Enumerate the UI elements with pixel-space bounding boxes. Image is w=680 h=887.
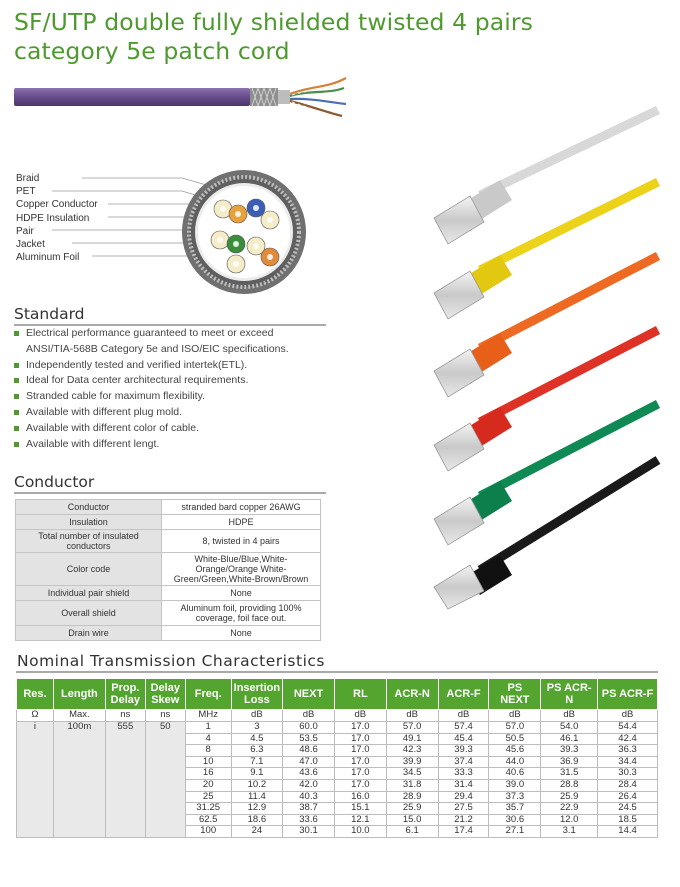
table-cell: 43.6 [283, 768, 335, 780]
table-cell: 24.5 [598, 803, 658, 815]
table-cell: 4 [185, 733, 231, 745]
col-header: Length [53, 679, 105, 710]
conductor-value: None [162, 586, 321, 601]
unit-cell: dB [334, 710, 386, 722]
table-cell: 17.0 [334, 722, 386, 734]
table-cell: 17.0 [334, 756, 386, 768]
label-braid: Braid [16, 173, 40, 184]
table-cell: 28.8 [541, 779, 598, 791]
table-row [16, 553, 321, 586]
patch-cords-image [420, 100, 670, 610]
table-cell: 38.7 [283, 803, 335, 815]
bullet-item-continuation: ANSI/TIA-568B Category 5e and ISO/EIC specifications. [26, 342, 289, 355]
table-cell: 40.6 [489, 768, 541, 780]
cord-black [434, 460, 658, 609]
label-copper-conductor: Copper Conductor [16, 199, 98, 211]
table-cell: 25.9 [386, 803, 438, 815]
label-aluminum-foil: Aluminum Foil [16, 252, 80, 264]
conductor-table [15, 499, 321, 641]
table-cell: 10.2 [231, 779, 282, 791]
table-cell: 17.0 [334, 779, 386, 791]
unit-cell: ns [145, 710, 185, 722]
table-cell: 18.6 [231, 814, 282, 826]
table-cell: 17.4 [438, 826, 489, 838]
table-cell: 57.0 [386, 722, 438, 734]
table-cell: 39.9 [386, 756, 438, 768]
table-cell: 34.4 [598, 756, 658, 768]
unit-cell: dB [541, 710, 598, 722]
bullet-item: Independently tested and verified intertek(ETL). [14, 358, 334, 374]
table-cell: 48.6 [283, 745, 335, 757]
table-cell: 47.0 [283, 756, 335, 768]
col-header: PS ACR-N [541, 679, 598, 710]
conductor-key: Individual pair shield [16, 586, 162, 601]
bullet-square-icon [14, 363, 19, 368]
table-cell: 36.9 [541, 756, 598, 768]
table-cell: 100 [185, 826, 231, 838]
col-header: Delay Skew [145, 679, 185, 710]
unit-cell: dB [489, 710, 541, 722]
table-cell: 14.4 [598, 826, 658, 838]
unit-cell: dB [283, 710, 335, 722]
table-cell: 22.9 [541, 803, 598, 815]
table-cell: 30.3 [598, 768, 658, 780]
table-cell: 50.5 [489, 733, 541, 745]
bullet-square-icon [14, 331, 19, 336]
table-cell: 10.0 [334, 826, 386, 838]
conductor-value: stranded bard copper 26AWG [162, 500, 321, 515]
title-line-2: category 5e patch cord [14, 37, 290, 65]
col-header: Prop. Delay [105, 679, 145, 710]
cable-cross-section-diagram [12, 160, 322, 300]
conductor-key: Color code [16, 553, 162, 586]
table-cell: 17.0 [334, 745, 386, 757]
table-cell: 15.1 [334, 803, 386, 815]
table-cell: 15.0 [386, 814, 438, 826]
table-cell: 12.9 [231, 803, 282, 815]
table-cell: 25 [185, 791, 231, 803]
bullet-square-icon [14, 410, 19, 415]
conductor-key: Drain wire [16, 626, 162, 641]
table-cell: 34.5 [386, 768, 438, 780]
table-cell: 18.5 [598, 814, 658, 826]
table-cell: 30.6 [489, 814, 541, 826]
table-cell: 8 [185, 745, 231, 757]
table-cell: 30.1 [283, 826, 335, 838]
table-row [16, 515, 321, 530]
table-cell: 16 [185, 768, 231, 780]
table-header-row [17, 679, 658, 710]
col-header: ACR-N [386, 679, 438, 710]
table-cell: 10 [185, 756, 231, 768]
conductor-value: Aluminum foil, providing 100% coverage, foil face out. [162, 601, 321, 626]
table-cell: 60.0 [283, 722, 335, 734]
table-cell: 45.6 [489, 745, 541, 757]
table-cell: 27.5 [438, 803, 489, 815]
table-cell: 49.1 [386, 733, 438, 745]
title-line-1: SF/UTP double fully shielded twisted 4 pairs [14, 8, 533, 36]
table-cell: 3 [231, 722, 282, 734]
table-cell: 6.3 [231, 745, 282, 757]
table-cell: 57.4 [438, 722, 489, 734]
standard-heading: Standard [14, 305, 85, 323]
table-cell: 9.1 [231, 768, 282, 780]
table-cell: 31.4 [438, 779, 489, 791]
conductor-value: HDPE [162, 515, 321, 530]
unit-cell: dB [231, 710, 282, 722]
unit-cell: dB [386, 710, 438, 722]
table-row [16, 601, 321, 626]
unit-cell: MHz [185, 710, 231, 722]
table-cell: 31.25 [185, 803, 231, 815]
table-cell: 25.9 [541, 791, 598, 803]
table-cell: 42.0 [283, 779, 335, 791]
table-cell: 46.1 [541, 733, 598, 745]
bullet-item: Available with different plug mold. [14, 405, 334, 421]
table-cell: 39.0 [489, 779, 541, 791]
table-cell: 17.0 [334, 733, 386, 745]
conductor-key: Total number of insulated conductors [16, 530, 162, 553]
res-cell: i [17, 722, 54, 838]
table-cell: 37.4 [438, 756, 489, 768]
prop-delay-cell: 555 [105, 722, 145, 838]
table-cell: 57.0 [489, 722, 541, 734]
col-header: PS ACR-F [598, 679, 658, 710]
table-cell: 12.0 [541, 814, 598, 826]
table-cell: 44.0 [489, 756, 541, 768]
transmission-heading: Nominal Transmission Characteristics [17, 652, 325, 670]
table-row [17, 722, 658, 734]
table-cell: 3.1 [541, 826, 598, 838]
table-cell: 35.7 [489, 803, 541, 815]
bullet-item: Electrical performance guaranteed to meet or exceed [14, 326, 334, 342]
table-cell: 29.4 [438, 791, 489, 803]
col-header: Res. [17, 679, 54, 710]
transmission-table [16, 678, 658, 838]
transmission-divider [16, 671, 658, 673]
table-cell: 20 [185, 779, 231, 791]
table-cell: 16.0 [334, 791, 386, 803]
table-cell: 33.3 [438, 768, 489, 780]
col-header: PS NEXT [489, 679, 541, 710]
bullet-item: Available with different color of cable. [14, 421, 334, 437]
bullet-item: Ideal for Data center architectural requirements. [14, 373, 334, 389]
table-cell: 37.3 [489, 791, 541, 803]
table-cell: 42.4 [598, 733, 658, 745]
col-header: ACR-F [438, 679, 489, 710]
table-row [16, 626, 321, 641]
table-cell: 54.4 [598, 722, 658, 734]
bullet-square-icon [14, 394, 19, 399]
col-header: Freq. [185, 679, 231, 710]
table-cell: 31.8 [386, 779, 438, 791]
table-cell: 6.1 [386, 826, 438, 838]
table-row [16, 500, 321, 515]
conductor-value: White-Blue/Blue,White-Orange/Orange White-Green/Green,White-Brown/Brown [162, 553, 321, 586]
bullet-item: Available with different lengt. [14, 437, 334, 453]
table-cell: 11.4 [231, 791, 282, 803]
col-header: RL [334, 679, 386, 710]
table-cell: 21.2 [438, 814, 489, 826]
table-cell: 54.0 [541, 722, 598, 734]
table-cell: 26.4 [598, 791, 658, 803]
table-row [16, 530, 321, 553]
table-cell: 42.3 [386, 745, 438, 757]
table-cell: 27.1 [489, 826, 541, 838]
standard-bullet-list [14, 326, 334, 452]
table-cell: 28.4 [598, 779, 658, 791]
table-cell: 39.3 [541, 745, 598, 757]
table-cell: 33.6 [283, 814, 335, 826]
conductor-key: Conductor [16, 500, 162, 515]
conductor-key: Insulation [16, 515, 162, 530]
label-pet: PET [16, 186, 36, 198]
table-cell: 31.5 [541, 768, 598, 780]
stripped-cable-image [10, 68, 350, 128]
conductor-divider [14, 492, 326, 494]
unit-cell: ns [105, 710, 145, 722]
table-cell: 4.5 [231, 733, 282, 745]
table-cell: 1 [185, 722, 231, 734]
table-cell: 24 [231, 826, 282, 838]
conductor-heading: Conductor [14, 473, 95, 491]
table-cell: 40.3 [283, 791, 335, 803]
col-header: NEXT [283, 679, 335, 710]
label-jacket: Jacket [16, 238, 45, 250]
unit-cell: Max. [53, 710, 105, 722]
table-cell: 28.9 [386, 791, 438, 803]
bullet-square-icon [14, 426, 19, 431]
table-row [16, 586, 321, 601]
table-cell: 39.3 [438, 745, 489, 757]
unit-cell: dB [438, 710, 489, 722]
bullet-square-icon [14, 378, 19, 383]
conductor-value: 8, twisted in 4 pairs [162, 530, 321, 553]
table-cell: 17.0 [334, 768, 386, 780]
table-cell: 53.5 [283, 733, 335, 745]
col-header: Insertion Loss [231, 679, 282, 710]
units-row [17, 710, 658, 722]
unit-cell: dB [598, 710, 658, 722]
page-title [14, 8, 574, 66]
bullet-item: Stranded cable for maximum flexibility. [14, 389, 334, 405]
conductor-key: Overall shield [16, 601, 162, 626]
table-cell: 45.4 [438, 733, 489, 745]
length-cell: 100m [53, 722, 105, 838]
conductor-value: None [162, 626, 321, 641]
delay-skew-cell: 50 [145, 722, 185, 838]
label-pair: Pair [16, 225, 34, 237]
table-cell: 7.1 [231, 756, 282, 768]
unit-cell: Ω [17, 710, 54, 722]
table-cell: 12.1 [334, 814, 386, 826]
cord-grey [434, 110, 658, 244]
label-hdpe-insulation: HDPE Insulation [16, 212, 90, 224]
table-cell: 36.3 [598, 745, 658, 757]
bullet-square-icon [14, 442, 19, 447]
table-cell: 62.5 [185, 814, 231, 826]
